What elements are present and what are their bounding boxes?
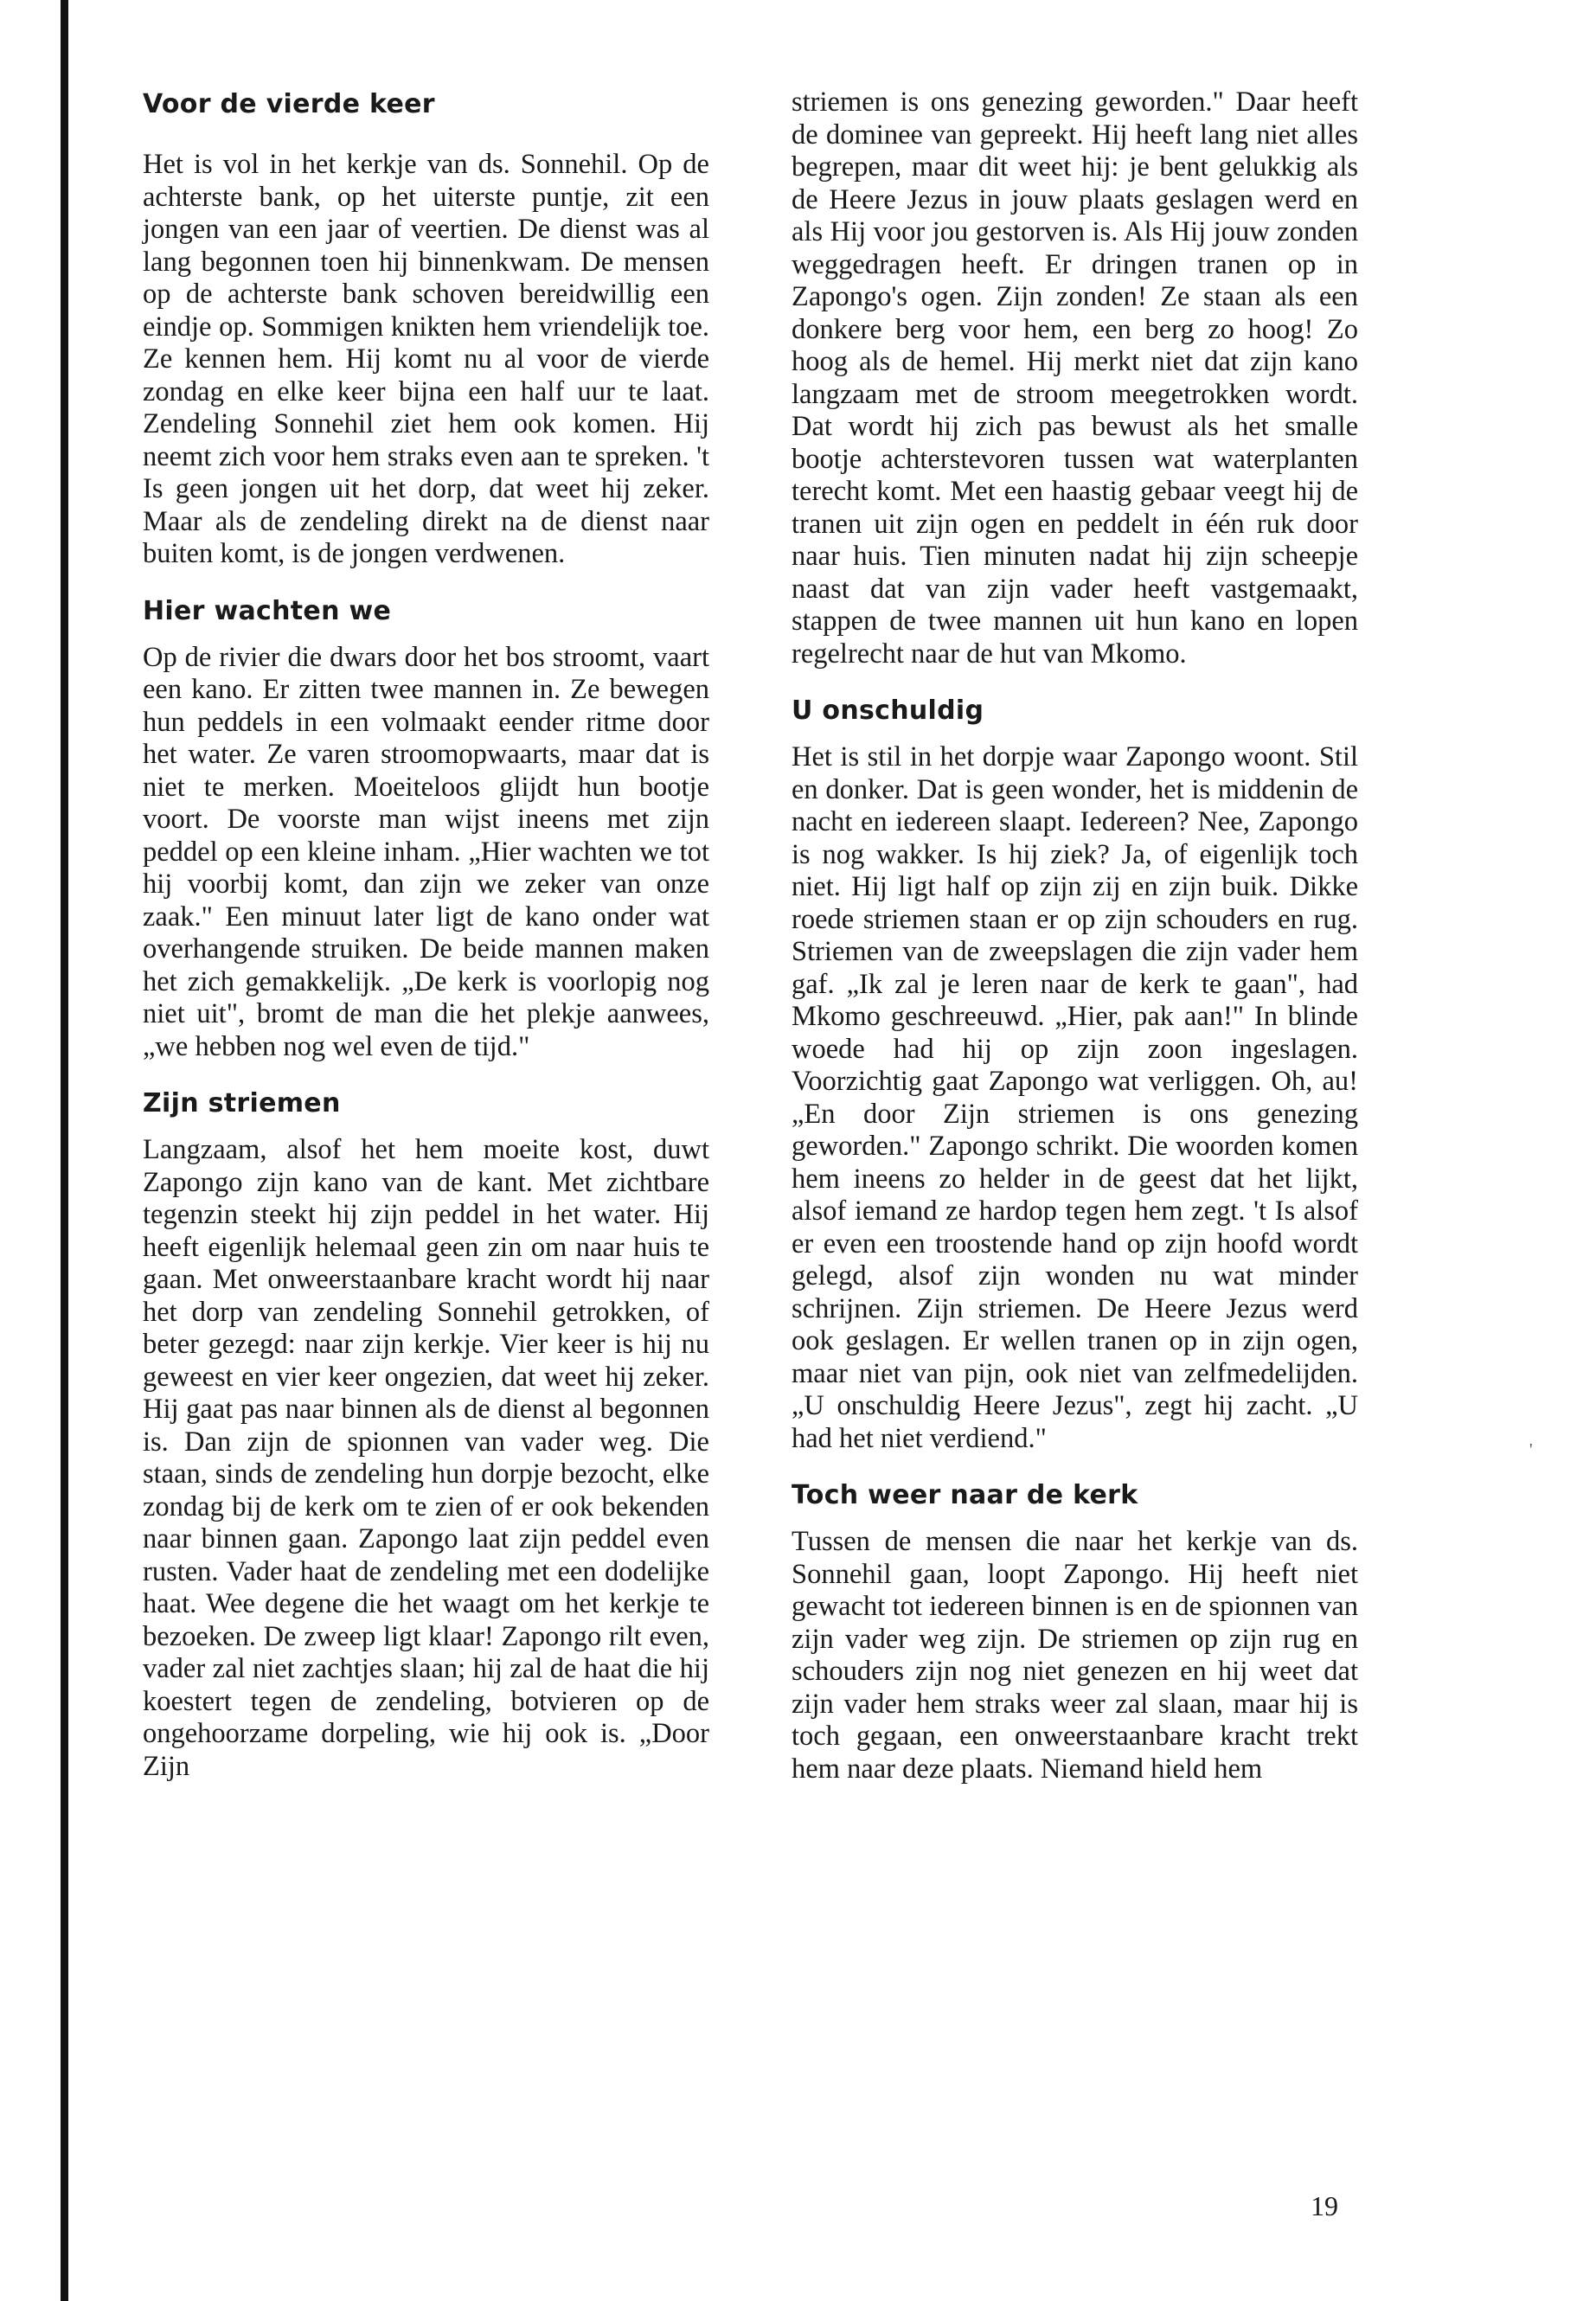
stray-mark: ' bbox=[1529, 1440, 1533, 1459]
section-heading: Toch weer naar de kerk bbox=[792, 1480, 1138, 1510]
section-heading: U onschuldig bbox=[792, 695, 984, 726]
section-paragraph: Op de rivier die dwars door het bos stroomt, vaart een kano. Er zitten twee mannen in. Ze bewegen hun peddels in een volmaakt eender ritme door het water. Ze varen stroomopwaarts, maar dat is niet te merken. Moeiteloos glijdt hun bootje voort. De voorste man wijst ineens met zijn peddel op een kleine inham. „Hier wachten we tot hij voorbij komt, dan zijn we zeker van onze zaak." Een minuut later ligt de kano onder wat overhangende struiken. De beide mannen maken het zich gemakkelijk. „De kerk is voorlopig nog niet uit", bromt de man die het plekje aanwees, „we hebben nog wel even de tijd." bbox=[143, 641, 709, 1062]
right-column bbox=[792, 87, 1358, 1808]
page-binding-edge bbox=[61, 0, 68, 2301]
page-number: 19 bbox=[1311, 2190, 1338, 2221]
section-paragraph: Het is stil in het dorpje waar Zapongo woont. Stil en donker. Dat is geen wonder, het is middenin de nacht en iedereen slaapt. Iedereen? Nee, Zapongo is nog wakker. Is hij ziek? Ja, of eigenlijk toch niet. Hij ligt half op zijn zij en zijn buik. Dikke roede striemen staan er op zijn schouders en rug. Striemen van de zweepslagen die zijn vader hem gaf. „Ik zal je leren naar de kerk te gaan", had Mkomo geschreeuwd. „Hier, pak aan!" In blinde woede had hij op zijn zoon ingeslagen. Voorzichtig gaat Zapongo wat verliggen. Oh, au! „En door Zijn striemen is ons genezing geworden." Zapongo schrikt. Die woorden komen hem ineens zo helder in de geest dat het lijkt, alsof iemand ze hardop tegen hem zegt. 't Is alsof er even een troostende hand op zijn hoofd wordt gelegd, alsof zijn wonden nu wat minder schrijnen. Zijn striemen. De Heere Jezus werd ook geslagen. Er wellen tranen op in zijn ogen, maar niet van pijn, ook niet van zelfmedelijden. „U onschuldig Heere Jezus", zegt hij zacht. „U had het niet verdiend." bbox=[792, 741, 1358, 1454]
section-heading: Hier wachten we bbox=[143, 595, 392, 626]
section-paragraph: Tussen de mensen die naar het kerkje van ds. Sonnehil gaan, loopt Zapongo. Hij heeft niet gewacht tot iedereen binnen is en de spionnen van zijn vader weg zijn. De striemen op zijn rug en schouders zijn nog niet genezen en hij weet dat zijn vader hem straks weer zal slaan, maar hij is toch gegaan, een onweerstaanbare kracht trekt hem naar deze plaats. Niemand hield hem bbox=[792, 1526, 1358, 1785]
section-heading: Voor de vierde keer bbox=[143, 89, 435, 119]
section-paragraph: Langzaam, alsof het hem moeite kost, duwt Zapongo zijn kano van de kant. Met zichtbare tegenzin steekt hij zijn peddel in het water. Hij heeft eigenlijk helemaal geen zin om naar huis te gaan. Met onweerstaanbare kracht wordt hij naar het dorp van zendeling Sonnehil getrokken, of beter gezegd: naar zijn kerkje. Vier keer is hij nu geweest en vier keer ongezien, dat weet hij zeker. Hij gaat pas naar binnen als de dienst al begonnen is. Dan zijn de spionnen van vader weg. Die staan, sinds de zendeling hun dorpje bezocht, elke zondag bij de kerk om te zien of er ook bekenden naar binnen gaan. Zapongo laat zijn peddel even rusten. Vader haat de zendeling met een dodelijke haat. Wee degene die het waagt om het kerkje te bezoeken. De zweep ligt klaar! Zapongo rilt even, vader zal niet zachtjes slaan; hij zal de haat die hij koestert tegen de zendeling, botvieren op de ongehoorzame dorpeling, wie hij ook is. „Door Zijn bbox=[143, 1134, 709, 1782]
left-column bbox=[143, 87, 709, 1805]
continued-paragraph: striemen is ons genezing geworden." Daar heeft de dominee van gepreekt. Hij heeft lang niet alles begrepen, maar dit weet hij: je bent gelukkig als de Heere Jezus in jouw plaats geslagen werd en als Hij voor jou gestorven is. Als Hij jouw zonden weggedragen heeft. Er dringen tranen op in Zapongo's ogen. Zijn zonden! Ze staan als een donkere berg voor hem, een berg zo hoog! Zo hoog als de hemel. Hij merkt niet dat zijn kano langzaam met de stroom meegetrokken wordt. Dat wordt hij zich pas bewust als het smalle bootje achterstevoren tussen wat waterplanten terecht komt. Met een haastig gebaar veegt hij de tranen uit zijn ogen en peddelt in één ruk door naar huis. Tien minuten nadat hij zijn scheepje naast dat van zijn vader heeft vastgemaakt, stappen de twee mannen uit hun kano en lopen regelrecht naar de hut van Mkomo. bbox=[792, 87, 1358, 670]
section-paragraph: Het is vol in het kerkje van ds. Sonnehil. Op de achterste bank, op het uiterste puntje, zit een jongen van een jaar of veertien. De dienst was al lang begonnen toen hij binnenkwam. De mensen op de achterste bank schoven bereidwillig een eindje op. Sommigen knikten hem vriendelijk toe. Ze kennen hem. Hij komt nu al voor de vierde zondag en elke keer bijna een half uur te laat. Zendeling Sonnehil ziet hem ook komen. Hij neemt zich voor hem straks even aan te spreken. 't Is geen jongen uit het dorp, dat weet hij zeker. Maar als de zendeling direkt na de dienst naar buiten komt, is de jongen verdwenen. bbox=[143, 149, 709, 569]
section-heading: Zijn striemen bbox=[143, 1088, 341, 1118]
